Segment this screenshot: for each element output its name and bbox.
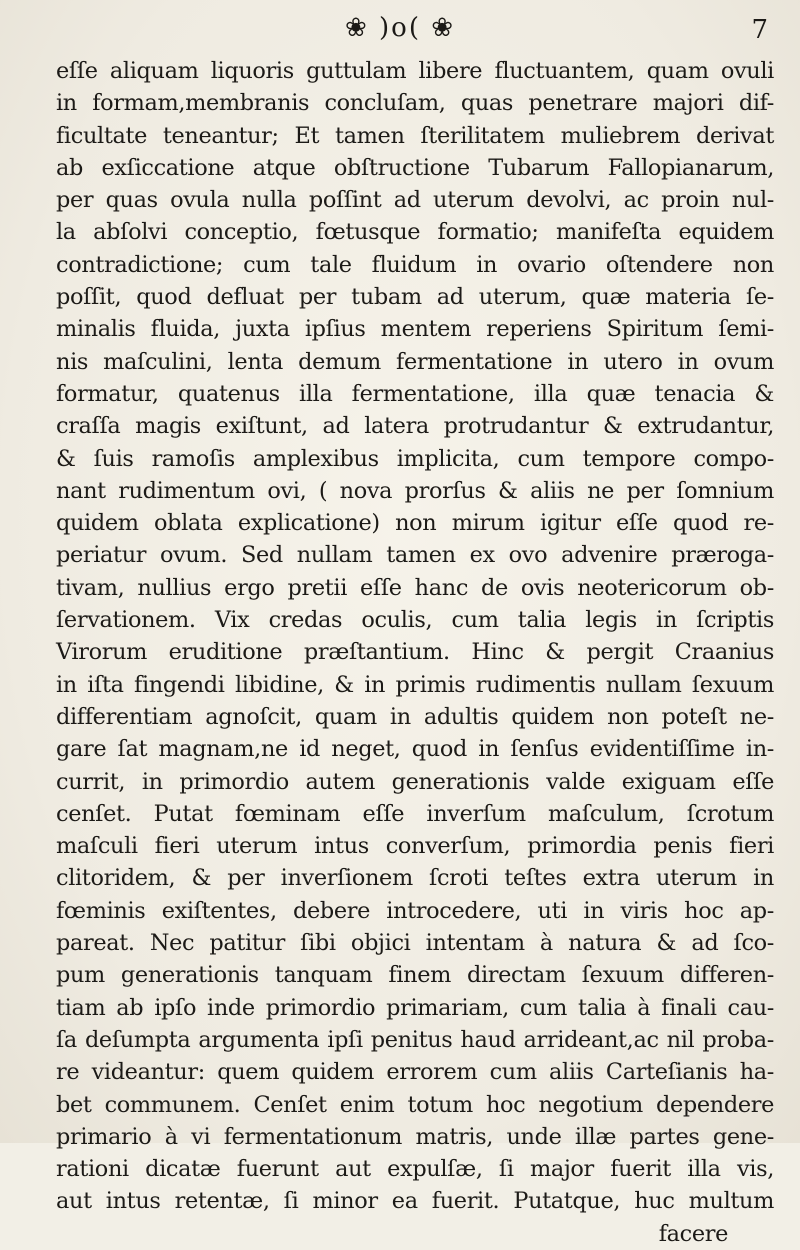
text-line: ſervationem. Vix credas oculis, cum talia legis in ſcriptis xyxy=(56,607,774,634)
text-line: la abſolvi conceptio, fœtusque formatio; manifeſta equidem xyxy=(56,219,774,246)
text-line: nis maſculini, lenta demum fermentatione in utero in ovum xyxy=(56,348,774,375)
text-line: bet communem. Cenſet enim totum hoc negotium dependere xyxy=(56,1091,774,1118)
text-line: ab exſiccatione atque obſtructione Tubarum Fallopianarum, xyxy=(56,154,774,181)
text-line: in iſta fingendi libidine, & in primis rudimentis nullam ſexuum xyxy=(56,671,774,698)
text-line: differentiam agnoſcit, quam in adultis quidem non poteſt ne- xyxy=(56,703,774,730)
text-line: nant rudimentum ovi, ( nova prorſus & aliis ne per ſomnium xyxy=(56,477,774,504)
text-line: aut intus retentæ, ſi minor ea fuerit. Putatque, huc multum xyxy=(56,1188,774,1215)
text-line: re videantur: quem quidem errorem cum aliis Carteſianis ha- xyxy=(56,1059,774,1086)
text-line: currit, in primordio autem generationis valde exiguam eſſe xyxy=(56,768,774,795)
text-line: & ſuis ramoſis amplexibus implicita, cum tempore compo- xyxy=(56,445,774,472)
text-line: tiam ab ipſo inde primordio primariam, cum talia à finali cau- xyxy=(56,994,774,1021)
page-number: 7 xyxy=(751,15,768,45)
text-line: rationi dicatæ fuerunt aut expulſæ, ſi major fuerit illa vis, xyxy=(56,1156,774,1183)
text-line: formatur, quatenus illa fermentatione, illa quæ tenacia & xyxy=(56,380,774,407)
text-line: cenſet. Putat fœminam eſſe inverſum maſculum, ſcrotum xyxy=(56,800,774,827)
text-line: Virorum eruditione præſtantium. Hinc & pergit Craanius xyxy=(56,639,774,666)
text-line: gare ſat magnam,ne id neget, quod in ſenſus evidentiſſime in- xyxy=(56,736,774,763)
text-line: maſculi fieri uterum intus converſum, primordia penis fieri xyxy=(56,833,774,860)
text-line: quidem oblata explicatione) non mirum igitur eſſe quod re- xyxy=(56,510,774,537)
catchword: facere xyxy=(658,1220,728,1247)
body-text xyxy=(56,55,774,1250)
text-line: contradictione; cum tale fluidum in ovario oſtendere non xyxy=(56,251,774,278)
text-line: fœminis exiſtentes, debere introcedere, uti in viris hoc ap- xyxy=(56,897,774,924)
text-line: poſſit, quod defluat per tubam ad uterum, quæ materia ſe- xyxy=(56,284,774,311)
header-ornament: ❀ )o( ❀ xyxy=(344,13,456,43)
text-line: in formam,membranis concluſam, quas penetrare majori dif- xyxy=(56,90,774,117)
text-line: ſa deſumpta argumenta ipſi penitus haud arrideant,ac nil proba- xyxy=(56,1026,774,1053)
text-line: minalis fluida, juxta ipſius mentem reperiens Spiritum ſemi- xyxy=(56,316,774,343)
text-line: periatur ovum. Sed nullam tamen ex ovo advenire præroga- xyxy=(56,542,774,569)
text-line: tivam, nullius ergo pretii eſſe hanc de ovis neotericorum ob- xyxy=(56,574,774,601)
text-line: eſſe aliquam liquoris guttulam libere fluctuantem, quam ovuli xyxy=(56,58,774,84)
page-header xyxy=(0,8,800,48)
text-line: per quas ovula nulla poſſint ad uterum devolvi, ac proin nul- xyxy=(56,187,774,214)
text-line: pareat. Nec patitur ſibi objici intentam à natura & ad ſco- xyxy=(56,930,774,957)
text-line: craſſa magis exiſtunt, ad latera protrudantur & extrudantur, xyxy=(56,413,774,440)
text-line: clitoridem, & per inverſionem ſcroti teſtes extra uterum in xyxy=(56,865,774,892)
text-line: primario à vi fermentationum matris, unde illæ partes gene- xyxy=(56,1123,774,1150)
text-line: ficultate teneantur; Et tamen ſterilitatem muliebrem derivat xyxy=(56,122,774,149)
text-line: pum generationis tanquam finem directam ſexuum differen- xyxy=(56,962,774,989)
